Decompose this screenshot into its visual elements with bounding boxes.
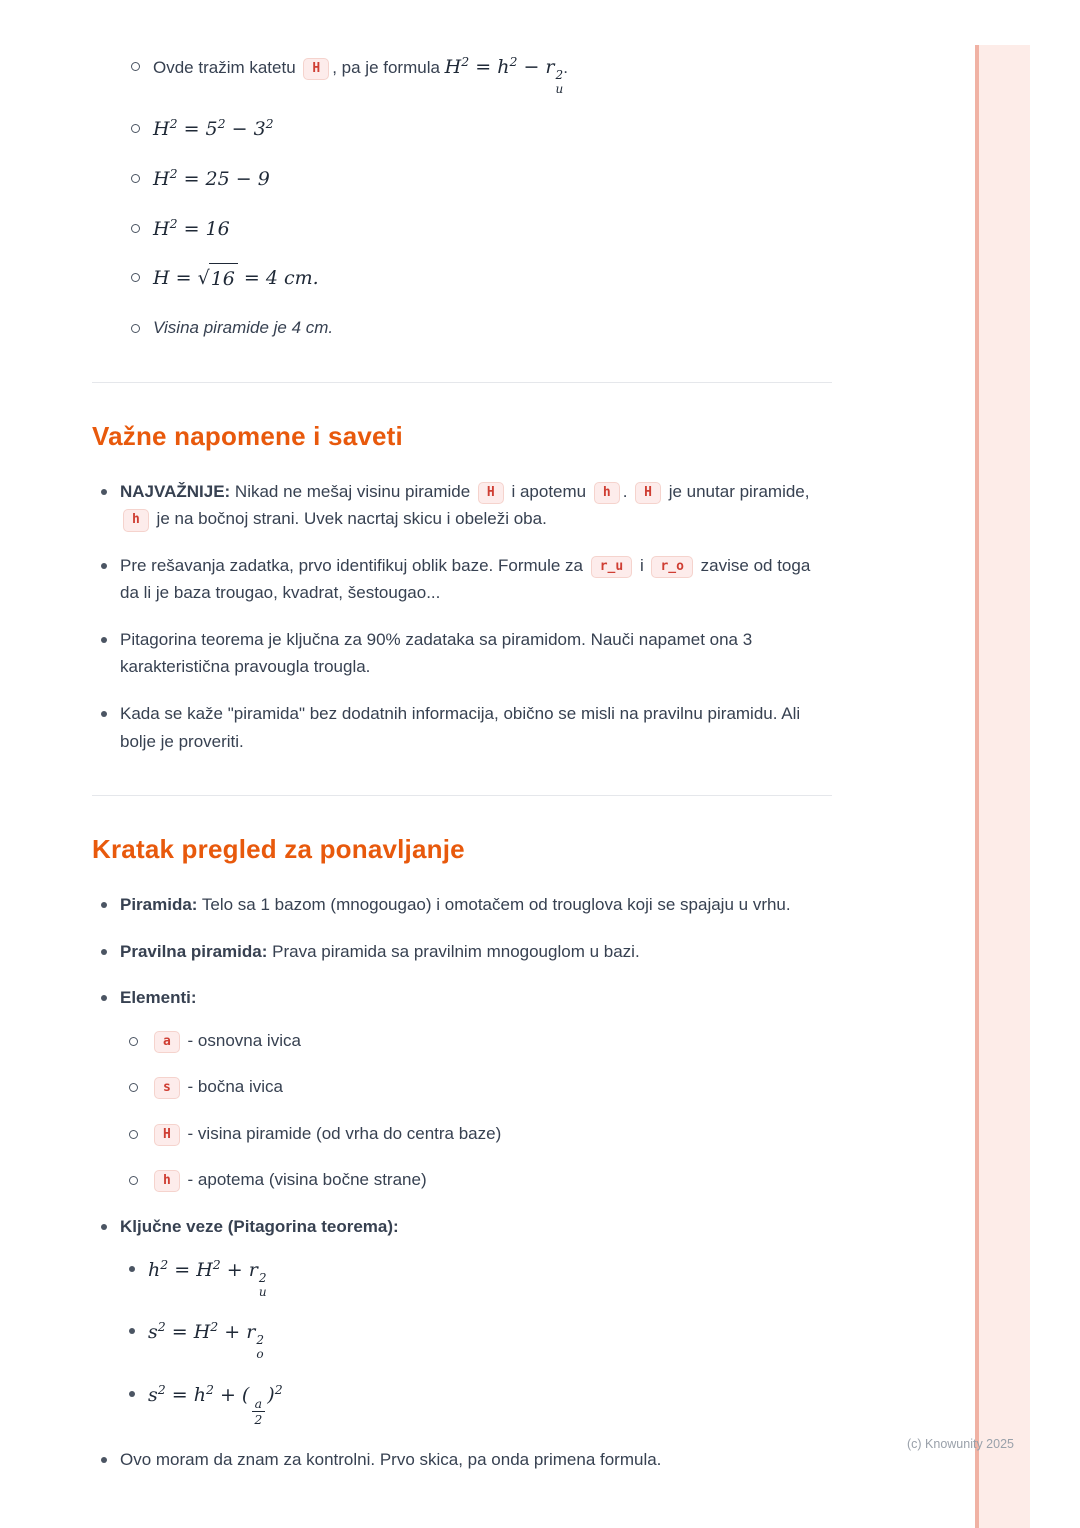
math-part: = bbox=[165, 1321, 194, 1344]
math-formula bbox=[153, 267, 319, 289]
code-chip: H bbox=[303, 58, 329, 80]
circle-bullet-marker bbox=[131, 174, 140, 183]
text-run: . bbox=[563, 58, 568, 77]
text-run: je na bočnoj strani. Uvek nacrtaj skicu i obeleži oba. bbox=[151, 509, 547, 529]
math-part: $H^2$ bbox=[153, 116, 178, 141]
math-part: = 16 bbox=[177, 217, 230, 240]
list-item-text bbox=[153, 116, 274, 141]
list-item-content bbox=[151, 1073, 832, 1101]
math-part: $s^2$ bbox=[148, 1319, 166, 1344]
math-part: − bbox=[517, 56, 546, 78]
important-notes-list bbox=[92, 478, 832, 755]
math-part: $h^2$ bbox=[148, 1257, 169, 1282]
math-part: $H^2$ bbox=[193, 1319, 219, 1344]
solution-steps-list bbox=[122, 52, 832, 342]
math-numerator: a bbox=[252, 1396, 265, 1412]
circle-bullet-marker bbox=[129, 1130, 138, 1139]
sub-list bbox=[120, 1027, 832, 1194]
math-superscript: 2 bbox=[157, 1381, 166, 1397]
math-superscript: 2 bbox=[265, 116, 274, 132]
sqrt-radicand: 16 bbox=[209, 263, 238, 295]
list-item-text bbox=[120, 895, 791, 914]
math-part: $H^2$ bbox=[444, 54, 470, 78]
math-superscript: 2 bbox=[160, 1257, 169, 1273]
math-part: $s^2$ bbox=[148, 1381, 166, 1406]
list-item-content bbox=[148, 1317, 832, 1360]
heading-review-summary: Kratak pregled za ponavljanje bbox=[92, 834, 465, 865]
bold-text: NAJVAŽNIJE: bbox=[120, 481, 231, 501]
math-part: r 2 o bbox=[246, 1321, 264, 1362]
math-superscript: 2 bbox=[258, 1271, 267, 1286]
math-fraction bbox=[251, 1396, 265, 1427]
list-item-text bbox=[153, 267, 319, 291]
text-run: Prava piramida sa pravilnim mnogouglom u bazi. bbox=[267, 941, 640, 961]
text-run: i apotemu bbox=[506, 481, 591, 501]
math-subscript: u bbox=[555, 81, 564, 96]
math-part: $H^2$ bbox=[196, 1257, 221, 1282]
text-run: je unutar piramide, bbox=[663, 481, 810, 501]
document-content bbox=[92, 52, 832, 1473]
math-part: )$^2$ bbox=[267, 1381, 283, 1406]
disc-bullet-marker bbox=[101, 711, 107, 717]
list-item bbox=[120, 1120, 832, 1148]
circle-bullet-marker bbox=[129, 1176, 138, 1185]
math-part: $H^2$ bbox=[153, 165, 178, 190]
list-item-text bbox=[153, 215, 230, 240]
math-subscript: o bbox=[256, 1347, 264, 1362]
disc-bullet-marker bbox=[101, 1457, 107, 1463]
math-formula bbox=[153, 118, 274, 140]
bold-text: Piramida: bbox=[120, 895, 198, 915]
math-formula bbox=[153, 165, 270, 190]
text-run: - bočna ivica bbox=[182, 1077, 283, 1097]
list-item-content bbox=[120, 891, 832, 919]
list-item-text bbox=[153, 54, 568, 96]
code-chip: H bbox=[478, 482, 504, 504]
list-item-text bbox=[148, 1257, 267, 1299]
code-chip: a bbox=[154, 1031, 180, 1053]
list-item-content bbox=[120, 1446, 832, 1474]
list-item-text bbox=[151, 1170, 427, 1189]
list-item-content bbox=[153, 114, 832, 145]
bold-text: Ključne veze (Pitagorina teorema): bbox=[120, 1216, 399, 1236]
text-run: i bbox=[635, 555, 649, 575]
list-item-content bbox=[120, 700, 832, 755]
disc-bullet-marker bbox=[101, 637, 107, 643]
circle-bullet-marker bbox=[129, 1037, 138, 1046]
section-divider bbox=[92, 382, 832, 383]
list-item-text bbox=[151, 1031, 301, 1050]
text-run: Ovo moram da znam za kontrolni. Prvo skica, pa onda primena formula. bbox=[120, 1449, 662, 1469]
circle-bullet-marker bbox=[129, 1083, 138, 1092]
copyright-notice: (c) Knowunity 2025 bbox=[906, 1437, 1014, 1451]
section-divider bbox=[92, 795, 832, 796]
math-superscript: 2 bbox=[555, 68, 564, 82]
list-item-content bbox=[120, 478, 832, 533]
list-item bbox=[122, 314, 832, 342]
list-item-content bbox=[153, 214, 832, 245]
list-item-text bbox=[120, 1217, 399, 1236]
bold-text: Elementi: bbox=[120, 988, 197, 1008]
math-part: = bbox=[469, 56, 498, 78]
disc-bullet-marker bbox=[101, 563, 107, 569]
text-run: - visina piramide (od vrha do centra baze) bbox=[182, 1123, 502, 1143]
text-run: . bbox=[622, 481, 633, 501]
math-sqrt bbox=[198, 263, 238, 295]
list-item-text bbox=[120, 482, 810, 529]
text-run: Kada se kaže "piramida" bez dodatnih informacija, obično se misli na pravilnu piramidu. Ali bolje je proveriti. bbox=[120, 703, 801, 751]
text-run: Nikad ne mešaj visinu piramide bbox=[230, 481, 475, 501]
list-item bbox=[92, 626, 832, 681]
math-part: − $3^2$ bbox=[225, 116, 274, 141]
math-superscript: 2 bbox=[461, 54, 470, 69]
text-run: , pa je formula bbox=[332, 58, 445, 77]
code-chip: r_u bbox=[591, 556, 632, 578]
math-part: = $5^2$ bbox=[177, 116, 226, 141]
list-item bbox=[120, 1380, 832, 1427]
sub-list bbox=[120, 1255, 832, 1426]
list-item-text bbox=[120, 630, 752, 677]
circle-bullet-marker bbox=[131, 124, 140, 133]
list-item bbox=[122, 263, 832, 295]
text-run: Visina piramide je 4 cm. bbox=[153, 318, 334, 338]
list-item-content bbox=[153, 52, 832, 95]
bold-text: Pravilna piramida: bbox=[120, 941, 268, 961]
code-chip: h bbox=[594, 482, 620, 504]
math-superscript: 2 bbox=[256, 1333, 264, 1348]
list-item-content bbox=[153, 263, 832, 295]
list-item-content bbox=[120, 1213, 832, 1427]
math-sup-sub bbox=[259, 1272, 267, 1298]
notebook-margin-strip bbox=[975, 45, 1030, 1528]
list-item-content bbox=[151, 1027, 832, 1055]
math-superscript: 2 bbox=[157, 1319, 166, 1335]
list-item bbox=[92, 478, 832, 533]
math-part: $h^2$ bbox=[497, 54, 518, 78]
circle-bullet-marker bbox=[131, 324, 140, 333]
list-item-text bbox=[153, 165, 270, 190]
code-chip: h bbox=[154, 1170, 180, 1192]
list-item-content bbox=[151, 1166, 832, 1194]
circle-bullet-marker bbox=[131, 273, 140, 282]
text-run: - apotema (visina bočne strane) bbox=[182, 1170, 427, 1190]
list-item bbox=[92, 1213, 832, 1427]
disc-bullet-marker bbox=[101, 1224, 107, 1230]
list-item-content bbox=[148, 1255, 832, 1298]
disc-bullet-marker bbox=[101, 902, 107, 908]
math-formula bbox=[444, 54, 564, 96]
list-item-content bbox=[151, 1120, 832, 1148]
list-item bbox=[120, 1073, 832, 1101]
disc-bullet-marker bbox=[129, 1266, 135, 1272]
text-run: - osnovna ivica bbox=[182, 1030, 301, 1050]
list-item-text bbox=[120, 1450, 661, 1469]
math-formula bbox=[148, 1257, 267, 1299]
math-part: + bbox=[218, 1321, 247, 1344]
math-superscript: 2 bbox=[509, 54, 518, 69]
heading-important-notes: Važne napomene i saveti bbox=[92, 420, 403, 451]
math-superscript: 2 bbox=[205, 1381, 214, 1397]
math-part: $h^2$ bbox=[193, 1381, 214, 1406]
text-run: Pitagorina teorema je ključna za 90% zadataka sa piramidom. Nauči napamet ona 3 karakteristična pravougla trougla. bbox=[120, 629, 753, 677]
review-list bbox=[92, 891, 832, 1473]
math-part: = 25 − 9 bbox=[177, 167, 270, 190]
math-part: r 2 u bbox=[545, 56, 564, 96]
list-item-text bbox=[120, 556, 810, 603]
math-superscript: 2 bbox=[169, 215, 178, 231]
list-item bbox=[120, 1166, 832, 1194]
list-item-content bbox=[120, 626, 832, 681]
disc-bullet-marker bbox=[101, 489, 107, 495]
text-run: zavise od toga da li je baza trougao, kvadrat, šestougao... bbox=[120, 555, 811, 603]
math-part bbox=[198, 267, 238, 289]
circle-bullet-marker bbox=[131, 62, 140, 71]
math-superscript: 2 bbox=[169, 165, 178, 181]
code-chip: r_o bbox=[651, 556, 692, 578]
list-item bbox=[92, 938, 832, 966]
math-superscript: 2 bbox=[217, 116, 226, 132]
code-chip: h bbox=[123, 509, 149, 531]
elements-list bbox=[120, 1027, 832, 1194]
math-formula bbox=[148, 1319, 264, 1362]
code-chip: s bbox=[154, 1077, 180, 1099]
disc-bullet-marker bbox=[101, 949, 107, 955]
code-chip: H bbox=[154, 1124, 180, 1146]
list-item bbox=[92, 891, 832, 919]
list-item-content bbox=[153, 314, 832, 342]
list-item bbox=[92, 984, 832, 1194]
math-part: + ( bbox=[213, 1383, 250, 1406]
list-item-text bbox=[148, 1381, 283, 1427]
list-item-text bbox=[120, 988, 197, 1007]
list-item bbox=[92, 552, 832, 607]
key-formulas-list bbox=[120, 1255, 832, 1426]
circle-bullet-marker bbox=[131, 224, 140, 233]
list-item-text bbox=[120, 942, 640, 961]
math-superscript: 2 bbox=[274, 1381, 283, 1397]
disc-bullet-marker bbox=[101, 995, 107, 1001]
math-part bbox=[249, 1384, 267, 1427]
math-part: = 4 cm. bbox=[237, 267, 319, 290]
math-subscript: u bbox=[258, 1284, 267, 1299]
list-item-text bbox=[151, 1124, 501, 1143]
list-item bbox=[120, 1255, 832, 1298]
list-item bbox=[120, 1027, 832, 1055]
math-superscript: 2 bbox=[169, 116, 178, 132]
math-part: $H^2$ bbox=[153, 215, 178, 240]
math-part: + bbox=[220, 1259, 249, 1282]
list-item-content bbox=[120, 938, 832, 966]
list-item-text bbox=[120, 704, 800, 751]
sqrt-sign-icon: √ bbox=[197, 267, 210, 290]
math-denominator: 2 bbox=[254, 1411, 263, 1427]
list-item bbox=[122, 214, 832, 245]
list-item bbox=[92, 700, 832, 755]
list-item-content bbox=[120, 552, 832, 607]
list-item bbox=[120, 1317, 832, 1360]
list-item bbox=[122, 164, 832, 195]
disc-bullet-marker bbox=[129, 1391, 135, 1397]
math-sup-sub bbox=[256, 1334, 264, 1360]
code-chip: H bbox=[635, 482, 661, 504]
math-part: = bbox=[168, 1259, 197, 1282]
text-run: Ovde tražim katetu bbox=[153, 58, 301, 77]
list-item-content bbox=[120, 984, 832, 1194]
list-item-content bbox=[153, 164, 832, 195]
text-run: Telo sa 1 bazom (mnogougao) i omotačem od trouglova koji se spajaju u vrhu. bbox=[197, 895, 791, 915]
list-item-text bbox=[151, 1077, 283, 1096]
list-item bbox=[122, 114, 832, 145]
list-item bbox=[122, 52, 832, 95]
list-item-text bbox=[148, 1319, 264, 1362]
math-formula bbox=[153, 215, 230, 240]
math-part: r 2 u bbox=[248, 1259, 267, 1299]
disc-bullet-marker bbox=[129, 1328, 135, 1334]
text-run: Pre rešavanja zadatka, prvo identifikuj oblik baze. Formule za bbox=[120, 555, 588, 575]
math-part: H = bbox=[153, 267, 198, 290]
math-formula bbox=[148, 1381, 283, 1427]
math-superscript: 2 bbox=[210, 1319, 219, 1335]
list-item-text bbox=[153, 318, 333, 337]
math-superscript: 2 bbox=[212, 1257, 221, 1273]
list-item-content bbox=[148, 1380, 832, 1427]
math-part: = bbox=[165, 1383, 194, 1406]
list-item bbox=[92, 1446, 832, 1474]
